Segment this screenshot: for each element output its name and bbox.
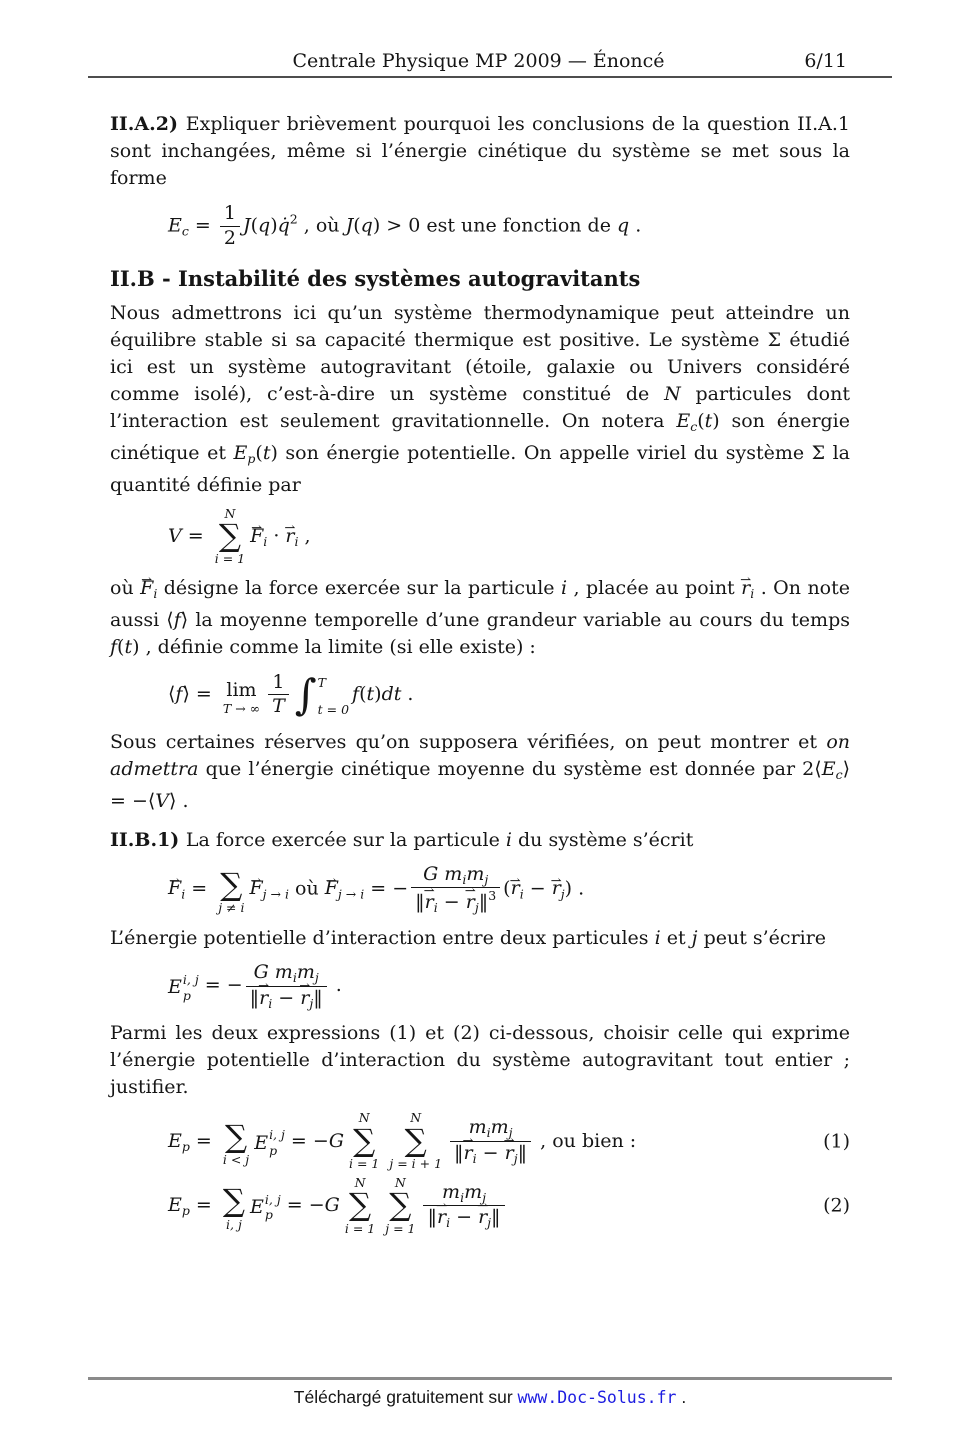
equation-number-1: (1) — [823, 1130, 850, 1153]
footer-rule — [88, 1377, 892, 1380]
equation-kinetic-energy: $E_c$ = $\frac{1}{2}$ J(q)q̇$^2$ , où J(q) > 0 est une fonction de q . — [168, 202, 642, 249]
footer-text — [0, 1387, 980, 1408]
header-title: Centrale Physique MP 2009 — Énoncé — [292, 50, 665, 72]
paragraph-iia2: II.A.2) Expliquer brièvement pourquoi les conclusions de la question II.A.1 sont inchangées, même si l’énergie cinétique du système se met sous la forme — [110, 113, 850, 189]
document-body — [110, 106, 850, 1240]
equation-number-2: (2) — [823, 1194, 850, 1217]
footer-text-after: . — [676, 1387, 687, 1407]
paragraph-iib1: II.B.1) La force exercée sur la particule i du système s’écrit — [110, 828, 694, 851]
equation-ep-sum-1: $E_p$ = ∑ i < j E i, j p = −G N ∑ i = 1 N ∑ j = i + 1 $\frac{m_im_j}{‖⇀ r_i - ⇀ r_j‖}$ , ou bien : (1) — [110, 1111, 850, 1171]
page-number: 6/11 — [804, 50, 847, 72]
equation-ep-sum-2: $E_p$ = ∑ i, j E i, j p = −G N ∑ i = 1 N ∑ j = 1 $\frac{m_im_j}{‖⇀ r_i - ⇀ r_j‖}$ (2) — [110, 1176, 850, 1236]
page-header — [110, 50, 847, 72]
paragraph-force-definition: où ⇀ $F_i$ désigne la force exercée sur la particule i , placée au point ⇀ $r_i$ . On note aussi ⟨f⟩ la moyenne temporelle d’une grandeur variable au cours du temps f(t) , définie comme la limite (si elle existe) : — [110, 575, 850, 661]
paragraph-energie-potentielle: L’énergie potentielle d’interaction entre deux particules i et j peut s’écrire — [110, 927, 827, 950]
equation-virial: V = N ∑ i = 1 ⇀ $F_i$ · ⇀ $r_i$ , — [110, 507, 850, 567]
paragraph-parmi-expressions: Parmi les deux expressions (1) et (2) ci-dessous, choisir celle qui exprime l’énergie potentielle d’interaction du système autogravitant tout entier ; justifier. — [110, 1022, 850, 1099]
equation-pair-potential: E i, j p = − $\frac{G m_im_j}{‖⇀ r_i - ⇀ r_j‖}$ . — [110, 961, 850, 1011]
header-rule — [88, 76, 892, 78]
footer-link[interactable]: www.Doc-Solus.fr — [517, 1388, 677, 1407]
footer-text-before: Téléchargé gratuitement sur — [293, 1387, 518, 1407]
equation-time-average: ⟨f⟩ = lim T → ∞ $\frac{1}{T}$ ∫ T t = 0 f(t)dt . — [168, 669, 414, 719]
section-heading-iib: II.B - Instabilité des systèmes autogravitants — [110, 265, 641, 291]
paragraph-sous-reserves: Sous certaines réserves qu’on supposera vérifiées, on peut montrer et on admettra que l’énergie cinétique moyenne du système est donnée par $2⟨E_c⟩$ = −⟨V⟩ . — [110, 730, 850, 812]
equation-force-particle: ⇀ $F_i$ = ∑ j ≠ i ⇀ $F_{j \to i}$ où ⇀ $F_{j \to i}$ = − $\frac{G m_im_j}{‖⇀ r_i - ⇀ r_j‖^3}$ (⇀ $r_i$ − ⇀ $r_j$) . — [110, 863, 850, 916]
paragraph-intro-autogravitant: Nous admettrons ici qu’un système thermodynamique peut atteindre un équilibre stable si sa capacité thermique est positive. Le système Σ étudié ici est un système autogravitant (étoile, galaxie ou Univers considéré comme isolé), c’est-à-dire un système constitué de N particules dont l’interaction est seulement gravitationnelle. On notera $E_c(t)$ son énergie cinétique et $E_p(t)$ son énergie potentielle. On appelle viriel du système Σ la quantité définie par — [110, 301, 851, 496]
